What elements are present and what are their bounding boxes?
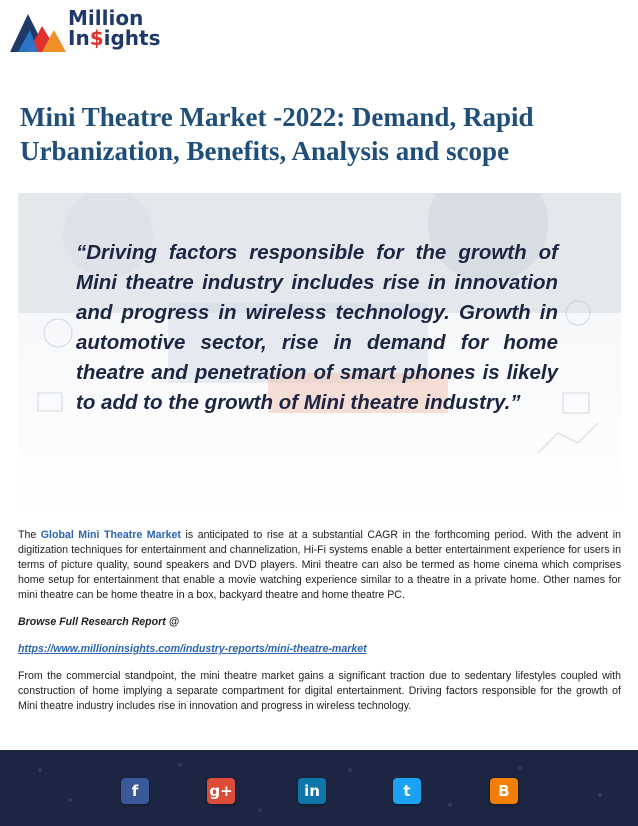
intro-paragraph xyxy=(18,528,621,603)
page-title: Mini Theatre Market -2022: Demand, Rapid Urbanization, Benefits, Analysis and scope xyxy=(20,102,534,166)
google-plus-icon[interactable]: g+ xyxy=(207,778,235,804)
banner-quote: “Driving factors responsible for the growth of Mini theatre industry includes rise in innovation and progress in wireless technology. Growth in automotive sector, rise in demand for home theatre and penetration of smart phones is likely to add to the growth of Mini theatre industry.” xyxy=(76,241,558,414)
twitter-icon[interactable]: t xyxy=(393,778,421,804)
article-body xyxy=(18,528,621,726)
brand-name-accent: $ xyxy=(89,26,104,50)
brand-name-line2-start: In xyxy=(68,26,90,50)
global-market-link[interactable]: Global Mini Theatre Market xyxy=(40,529,181,541)
intro-text: is anticipated to rise at a substantial CAGR in the forthcoming period. With the advent in digitization techniques for entertainment and channelization, Hi-Fi systems enable a better entertainment experience for users in terms of picture quality, sound speakers and DVD players. Mini theatre can also be termed as home cinema which comprises home setup for entertainment that enable a movie watching experience similar to a theatre in a private home. Other names for mini theatre can be home theatre in a box, backyard theatre and home theatre PC. xyxy=(18,529,621,601)
brand-name-line1: Million xyxy=(68,6,144,30)
blogger-icon[interactable]: B xyxy=(490,778,518,804)
quote-banner xyxy=(18,193,621,516)
intro-prefix: The xyxy=(18,529,41,541)
linkedin-icon[interactable]: in xyxy=(298,778,326,804)
browse-report-label: Browse Full Research Report @ xyxy=(18,616,180,628)
footer-bar xyxy=(0,750,638,826)
brand-name-line2-end: ights xyxy=(103,26,161,50)
commercial-paragraph: From the commercial standpoint, the mini theatre market gains a significant traction due to sedentary lifestyles coupled with construction of home implying a separate compartment for digital entertainment. Driving factors responsible for the growth of Mini theatre industry includes rise in innovation and progress in wireless technology. xyxy=(18,670,621,712)
report-url-link[interactable]: https://www.millioninsights.com/industry-reports/mini-theatre-market xyxy=(18,643,367,655)
facebook-icon[interactable]: f xyxy=(121,778,149,804)
